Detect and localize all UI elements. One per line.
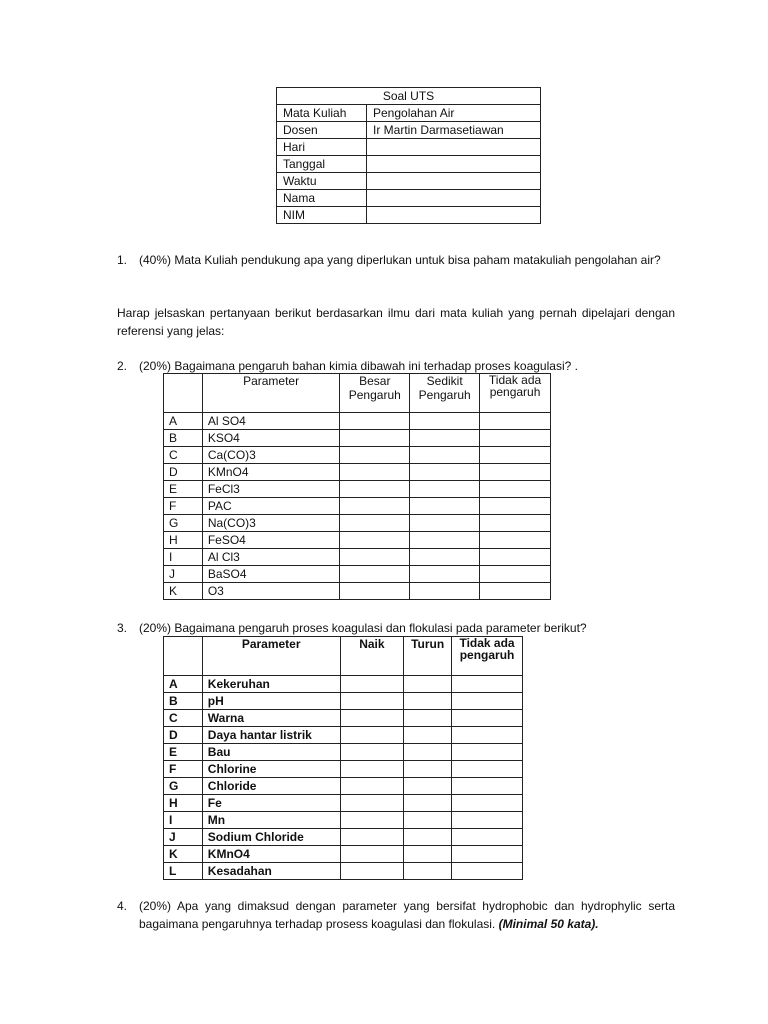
answer-cell[interactable]: [340, 566, 410, 583]
answer-cell[interactable]: [404, 778, 452, 795]
row-parameter: Kesadahan: [202, 863, 340, 880]
question-number: 1.: [117, 253, 128, 267]
header-cell: Turun: [404, 637, 452, 676]
answer-cell[interactable]: [340, 515, 410, 532]
answer-cell[interactable]: [480, 447, 551, 464]
table-row: [164, 846, 523, 863]
answer-cell[interactable]: [410, 464, 480, 481]
header-value-field[interactable]: Ir Martin Darmasetiawan: [367, 122, 541, 139]
table-row: [164, 549, 551, 566]
answer-cell[interactable]: [452, 710, 523, 727]
table-row: [164, 761, 523, 778]
answer-cell[interactable]: [404, 863, 452, 880]
answer-cell[interactable]: [340, 761, 404, 778]
answer-cell[interactable]: [480, 413, 551, 430]
answer-cell[interactable]: [340, 744, 404, 761]
row-key: D: [164, 464, 203, 481]
table-row: [164, 583, 551, 600]
row-parameter: KMnO4: [202, 464, 339, 481]
row-key: J: [164, 566, 203, 583]
row-key: L: [164, 863, 203, 880]
table-row: [164, 863, 523, 880]
question-text: (40%) Mata Kuliah pendukung apa yang diperlukan untuk bisa paham matakuliah pengolahan air?: [139, 253, 661, 267]
answer-cell[interactable]: [410, 583, 480, 600]
instruction-paragraph: Harap jelsaskan pertanyaan berikut berdasarkan ilmu dari mata kuliah yang pernah dipelajari dengan referensi yang jelas:: [117, 306, 675, 338]
table-row: [164, 812, 523, 829]
row-key: F: [164, 498, 203, 515]
answer-cell[interactable]: [340, 846, 404, 863]
answer-cell[interactable]: [340, 710, 404, 727]
answer-cell[interactable]: [480, 481, 551, 498]
row-parameter: Ca(CO)3: [202, 447, 339, 464]
row-parameter: Daya hantar listrik: [202, 727, 340, 744]
row-parameter: Al SO4: [202, 413, 339, 430]
header-label: Tanggal: [277, 156, 367, 173]
row-key: C: [164, 447, 203, 464]
header-row: [277, 173, 541, 190]
header-label: Mata Kuliah: [277, 105, 367, 122]
answer-cell[interactable]: [410, 549, 480, 566]
answer-cell[interactable]: [404, 761, 452, 778]
table-row: [164, 566, 551, 583]
header-row: [277, 122, 541, 139]
answer-cell[interactable]: [340, 430, 410, 447]
answer-cell[interactable]: [340, 863, 404, 880]
table-row: [164, 744, 523, 761]
table-row: [164, 515, 551, 532]
header-value-field[interactable]: [367, 190, 541, 207]
table-row: [164, 413, 551, 430]
answer-cell[interactable]: [480, 430, 551, 447]
answer-cell[interactable]: [452, 693, 523, 710]
question-text: (20%) Bagaimana pengaruh proses koagulasi dan flokulasi pada parameter berikut?: [139, 621, 587, 635]
row-parameter: O3: [202, 583, 339, 600]
answer-cell[interactable]: [340, 676, 404, 693]
table-row: [164, 795, 523, 812]
answer-cell[interactable]: [410, 498, 480, 515]
answer-cell[interactable]: [404, 812, 452, 829]
row-key: J: [164, 829, 203, 846]
question-1: [117, 251, 675, 269]
row-parameter: Sodium Chloride: [202, 829, 340, 846]
answer-cell[interactable]: [410, 532, 480, 549]
answer-cell[interactable]: [452, 676, 523, 693]
answer-cell[interactable]: [340, 693, 404, 710]
answer-cell[interactable]: [410, 515, 480, 532]
key-header-cell: [164, 637, 203, 676]
row-parameter: KSO4: [202, 430, 339, 447]
row-parameter: BaSO4: [202, 566, 339, 583]
answer-cell[interactable]: [410, 481, 480, 498]
answer-cell[interactable]: [452, 812, 523, 829]
row-parameter: Chloride: [202, 778, 340, 795]
answer-cell[interactable]: [410, 413, 480, 430]
exam-title: Soal UTS: [277, 88, 541, 105]
answer-cell[interactable]: [340, 498, 410, 515]
table-row: [164, 693, 523, 710]
answer-cell[interactable]: [340, 481, 410, 498]
answer-cell[interactable]: [480, 464, 551, 481]
answer-cell[interactable]: [404, 829, 452, 846]
header-label: Nama: [277, 190, 367, 207]
question-text-main: (20%) Apa yang dimaksud dengan parameter yang bersifat hydrophobic dan hydrophylic serta bagaimana pengaruhnya terhadap prosess koagulasi dan flokulasi.: [139, 899, 675, 931]
header-label: Dosen: [277, 122, 367, 139]
row-key: E: [164, 744, 203, 761]
row-key: F: [164, 761, 203, 778]
header-cell: Besar Pengaruh: [340, 374, 410, 413]
answer-cell[interactable]: [452, 744, 523, 761]
header-cell: Sedikit Pengaruh: [410, 374, 480, 413]
row-key: A: [164, 413, 203, 430]
header-label: Waktu: [277, 173, 367, 190]
row-key: E: [164, 481, 203, 498]
answer-cell[interactable]: [340, 812, 404, 829]
answer-cell[interactable]: [480, 549, 551, 566]
exam-header-table: [276, 87, 541, 224]
row-parameter: pH: [202, 693, 340, 710]
row-key: K: [164, 583, 203, 600]
answer-cell[interactable]: [404, 744, 452, 761]
row-key: I: [164, 812, 203, 829]
table-row: [164, 778, 523, 795]
header-title-row: [277, 88, 541, 105]
table-row: [164, 464, 551, 481]
answer-cell[interactable]: [480, 515, 551, 532]
question-4: [117, 897, 675, 933]
header-label: Hari: [277, 139, 367, 156]
answer-cell[interactable]: [340, 464, 410, 481]
table-row: [164, 710, 523, 727]
header-cell: Naik: [340, 637, 404, 676]
answer-cell[interactable]: [452, 761, 523, 778]
table-row: [164, 481, 551, 498]
question-number: 2.: [117, 359, 128, 373]
table-row: [164, 430, 551, 447]
answer-cell[interactable]: [404, 710, 452, 727]
answer-cell[interactable]: [410, 566, 480, 583]
q2-answer-table: [163, 373, 551, 600]
row-key: H: [164, 532, 203, 549]
question-3: [117, 619, 675, 637]
answer-cell[interactable]: [480, 583, 551, 600]
table-row: [164, 498, 551, 515]
answer-cell[interactable]: [340, 549, 410, 566]
answer-cell[interactable]: [452, 778, 523, 795]
answer-cell[interactable]: [404, 846, 452, 863]
table-header-row: [164, 374, 551, 413]
answer-cell[interactable]: [340, 413, 410, 430]
table-row: [164, 727, 523, 744]
row-key: G: [164, 515, 203, 532]
answer-cell[interactable]: [340, 583, 410, 600]
question-number: 3.: [117, 621, 128, 635]
answer-cell[interactable]: [340, 778, 404, 795]
header-row: [277, 139, 541, 156]
header-row: [277, 105, 541, 122]
row-parameter: Fe: [202, 795, 340, 812]
question-text: [139, 897, 675, 933]
answer-cell[interactable]: [404, 795, 452, 812]
answer-cell[interactable]: [340, 532, 410, 549]
answer-cell[interactable]: [340, 795, 404, 812]
table-header-row: [164, 637, 523, 676]
table-row: [164, 532, 551, 549]
answer-cell[interactable]: [452, 795, 523, 812]
row-parameter: Chlorine: [202, 761, 340, 778]
answer-cell[interactable]: [452, 727, 523, 744]
row-parameter: Warna: [202, 710, 340, 727]
answer-cell[interactable]: [452, 863, 523, 880]
answer-cell[interactable]: [404, 727, 452, 744]
answer-cell[interactable]: [480, 498, 551, 515]
q3-answer-table: [163, 636, 523, 880]
answer-cell[interactable]: [340, 447, 410, 464]
row-parameter: FeCl3: [202, 481, 339, 498]
answer-cell[interactable]: [452, 846, 523, 863]
header-value-field[interactable]: [367, 207, 541, 224]
row-parameter: Na(CO)3: [202, 515, 339, 532]
header-cell: Parameter: [202, 637, 340, 676]
header-value-field[interactable]: [367, 173, 541, 190]
row-parameter: Mn: [202, 812, 340, 829]
row-key: B: [164, 693, 203, 710]
answer-cell[interactable]: [404, 676, 452, 693]
header-value-field[interactable]: Pengolahan Air: [367, 105, 541, 122]
header-cell: Tidak ada pengaruh: [480, 374, 551, 413]
row-key: K: [164, 846, 203, 863]
table-row: [164, 447, 551, 464]
row-key: C: [164, 710, 203, 727]
question-emphasis: (Minimal 50 kata).: [498, 917, 599, 931]
question-number: 4.: [117, 899, 128, 913]
row-parameter: Bau: [202, 744, 340, 761]
header-cell: Tidak ada pengaruh: [452, 637, 523, 676]
row-parameter: PAC: [202, 498, 339, 515]
row-parameter: KMnO4: [202, 846, 340, 863]
key-header-cell: [164, 374, 203, 413]
table-row: [164, 829, 523, 846]
row-key: H: [164, 795, 203, 812]
header-row: [277, 207, 541, 224]
answer-cell[interactable]: [410, 447, 480, 464]
question-text: (20%) Bagaimana pengaruh bahan kimia dibawah ini terhadap proses koagulasi? .: [139, 359, 578, 373]
row-key: A: [164, 676, 203, 693]
row-parameter: FeSO4: [202, 532, 339, 549]
header-value-field[interactable]: [367, 156, 541, 173]
table-row: [164, 676, 523, 693]
row-key: I: [164, 549, 203, 566]
answer-cell[interactable]: [480, 566, 551, 583]
header-row: [277, 156, 541, 173]
answer-cell[interactable]: [340, 727, 404, 744]
row-key: B: [164, 430, 203, 447]
header-label: NIM: [277, 207, 367, 224]
header-cell: Parameter: [202, 374, 339, 413]
row-key: G: [164, 778, 203, 795]
row-key: D: [164, 727, 203, 744]
row-parameter: Al Cl3: [202, 549, 339, 566]
answer-cell[interactable]: [404, 693, 452, 710]
answer-cell[interactable]: [452, 829, 523, 846]
header-row: [277, 190, 541, 207]
header-value-field[interactable]: [367, 139, 541, 156]
answer-cell[interactable]: [410, 430, 480, 447]
answer-cell[interactable]: [480, 532, 551, 549]
row-parameter: Kekeruhan: [202, 676, 340, 693]
answer-cell[interactable]: [340, 829, 404, 846]
